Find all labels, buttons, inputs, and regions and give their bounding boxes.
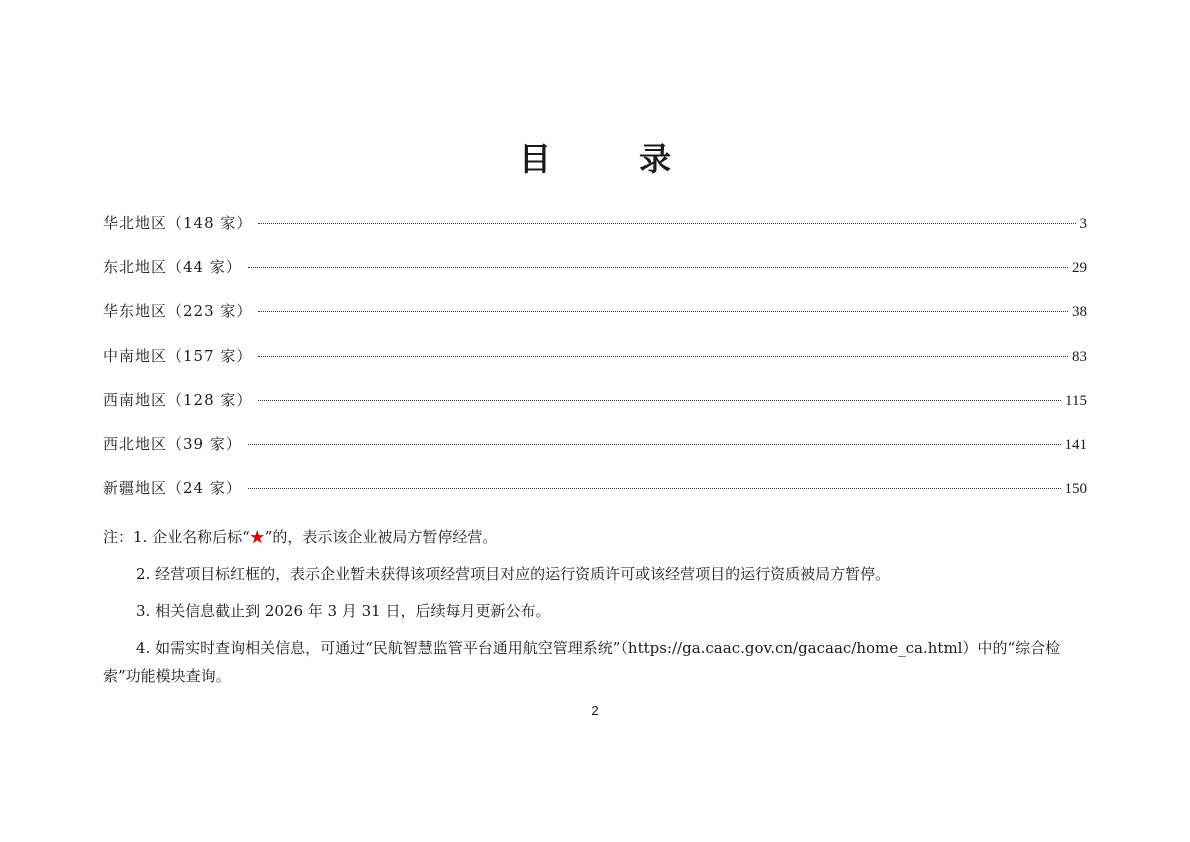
- toc-entry-label: 华北地区（148 家）: [103, 214, 253, 232]
- toc-leader-dots: [248, 444, 1061, 445]
- toc-entry-page: 3: [1079, 216, 1087, 232]
- toc-entry-zhongnan[interactable]: [103, 345, 1087, 389]
- toc-entry-page: 38: [1072, 304, 1087, 321]
- toc-leader-dots: [258, 311, 1068, 312]
- toc-entry-page: 150: [1064, 481, 1087, 498]
- toc-entry-label: 华东地区（223 家）: [103, 302, 253, 321]
- note-1-suffix: ”的，表示该企业被局方暂停经营。: [264, 528, 498, 546]
- notes-section: [103, 527, 1093, 707]
- toc-entry-page: 29: [1072, 260, 1087, 277]
- toc-entry-xinjiang[interactable]: [103, 477, 1087, 521]
- toc-entry-page: 83: [1072, 348, 1087, 365]
- star-icon: ★: [249, 528, 265, 546]
- toc-entry-label: 东北地区（44 家）: [103, 258, 242, 277]
- note-1: [103, 527, 1093, 547]
- toc-leader-dots: [258, 400, 1061, 401]
- page-number: 2: [591, 703, 599, 718]
- note-2: 2. 经营项目标红框的，表示企业暂未获得该项经营项目对应的运行资质许可或该经营项目的运行资质被局方暂停。: [136, 565, 891, 583]
- page-title: 目 录: [518, 140, 699, 178]
- note-3: 3. 相关信息截止到 2026 年 3 月 31 日，后续每月更新公布。: [136, 602, 551, 620]
- toc-leader-dots: [258, 223, 1075, 224]
- toc-entry-label: 中南地区（157 家）: [103, 346, 253, 365]
- toc-entry-huadong[interactable]: [103, 300, 1087, 344]
- note-1-prefix: 注：1. 企业名称后标“: [103, 528, 250, 546]
- toc-entry-xinan[interactable]: [103, 389, 1087, 433]
- toc-entry-dongbei[interactable]: [103, 256, 1087, 300]
- toc-entry-label: 西北地区（39 家）: [103, 434, 242, 453]
- toc-entry-huabei[interactable]: [103, 212, 1087, 256]
- toc-entry-label: 新疆地区（24 家）: [103, 479, 242, 498]
- toc-leader-dots: [248, 488, 1061, 489]
- toc-leader-dots: [258, 356, 1068, 357]
- toc-entry-label: 西南地区（128 家）: [103, 390, 253, 409]
- toc-entry-page: 141: [1064, 436, 1087, 453]
- toc-leader-dots: [248, 267, 1068, 268]
- table-of-contents: [103, 212, 1087, 521]
- note-4: 4. 如需实时查询相关信息，可通过“民航智慧监管平台通用航空管理系统”（https://ga.caac.gov.cn/gacaac/home_ca.html）中的“综合检索”功能模块查询。: [103, 639, 1061, 685]
- toc-entry-xibei[interactable]: [103, 433, 1087, 477]
- toc-entry-page: 115: [1065, 392, 1087, 409]
